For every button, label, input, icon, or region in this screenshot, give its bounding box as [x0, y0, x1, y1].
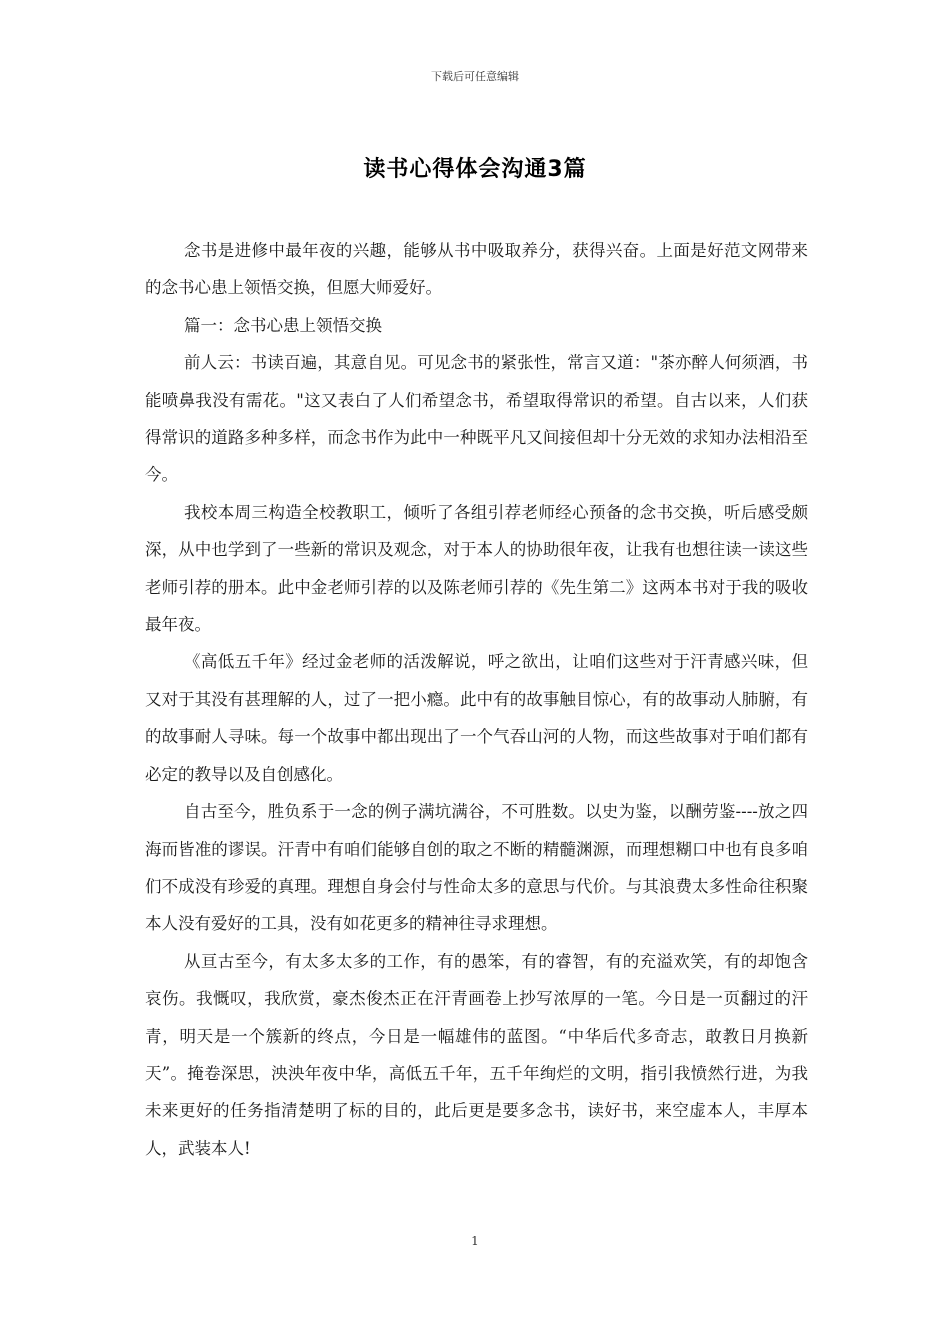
body-paragraph: 我校本周三构造全校教职工，倾听了各组引荐老师经心预备的念书交换，听后感受颇深，从中也学到了一些新的常识及观念，对于本人的协助很年夜，让我有也想往读一读这些老师引荐的册本。此中金老师引荐的以及陈老师引荐的《先生第二》这两本书对于我的吸收最年夜。 — [145, 502, 808, 635]
body-paragraph: 从亘古至今，有太多太多的工作，有的愚笨，有的睿智，有的充溢欢笑，有的却饱含哀伤。我慨叹，我欣赏，豪杰俊杰正在汗青画卷上抄写浓厚的一笔。今日是一页翻过的汗青，明天是一个簇新的终点，今日是一幅雄伟的蓝图。“中华后代多奇志，敢教日月换新天”。掩卷深思，泱泱年夜中华，高低五千年，五千年绚烂的文明，指引我愤然行进，为我未来更好的任务指清楚明了标的目的，此后更是要多念书，读好书，来空虚本人，丰厚本人，武装本人! — [145, 951, 808, 1158]
document-title: 读书心得体会沟通3篇 — [363, 157, 587, 182]
intro-paragraph: 念书是进修中最年夜的兴趣，能够从书中吸取养分，获得兴奋。上面是好范文网带来的念书心患上领悟交换，但愿大师爱好。 — [145, 241, 808, 298]
body-paragraph: 自古至今，胜负系于一念的例子满坑满谷，不可胜数。以史为鉴，以酬劳鉴----放之四海而皆准的谬误。汗青中有咱们能够自创的取之不断的精髓渊源，而理想糊口中也有良多咱们不成没有珍爱的真理。理想自身会付与性命太多的意思与代价。与其浪费太多性命往积聚本人没有爱好的工具，没有如花更多的精神往寻求理想。 — [145, 802, 808, 934]
body-paragraph: 《高低五千年》经过金老师的活泼解说，呼之欲出，让咱们这些对于汗青感兴味，但又对于其没有甚理解的人，过了一把小瘾。此中有的故事触目惊心，有的故事动人肺腑，有的故事耐人寻味。每一个故事中都出现出了一个气吞山河的人物，而这些故事对于咱们都有必定的教导以及自创感化。 — [145, 652, 808, 784]
document-body — [145, 232, 808, 1167]
body-paragraph: 前人云：书读百遍，其意自见。可见念书的紧张性，常言又道："茶亦醉人何须酒，书能喷鼻我没有需花。"这又表白了人们希望念书，希望取得常识的希望。自古以来，人们获得常识的道路多种多样，而念书作为此中一种既平凡又间接但却十分无效的求知办法相沿至今。 — [145, 353, 808, 485]
section-heading: 篇一：念书心患上领悟交换 — [184, 315, 382, 335]
page-number: 1 — [471, 1234, 479, 1248]
header-note: 下载后可任意编辑 — [431, 70, 519, 83]
